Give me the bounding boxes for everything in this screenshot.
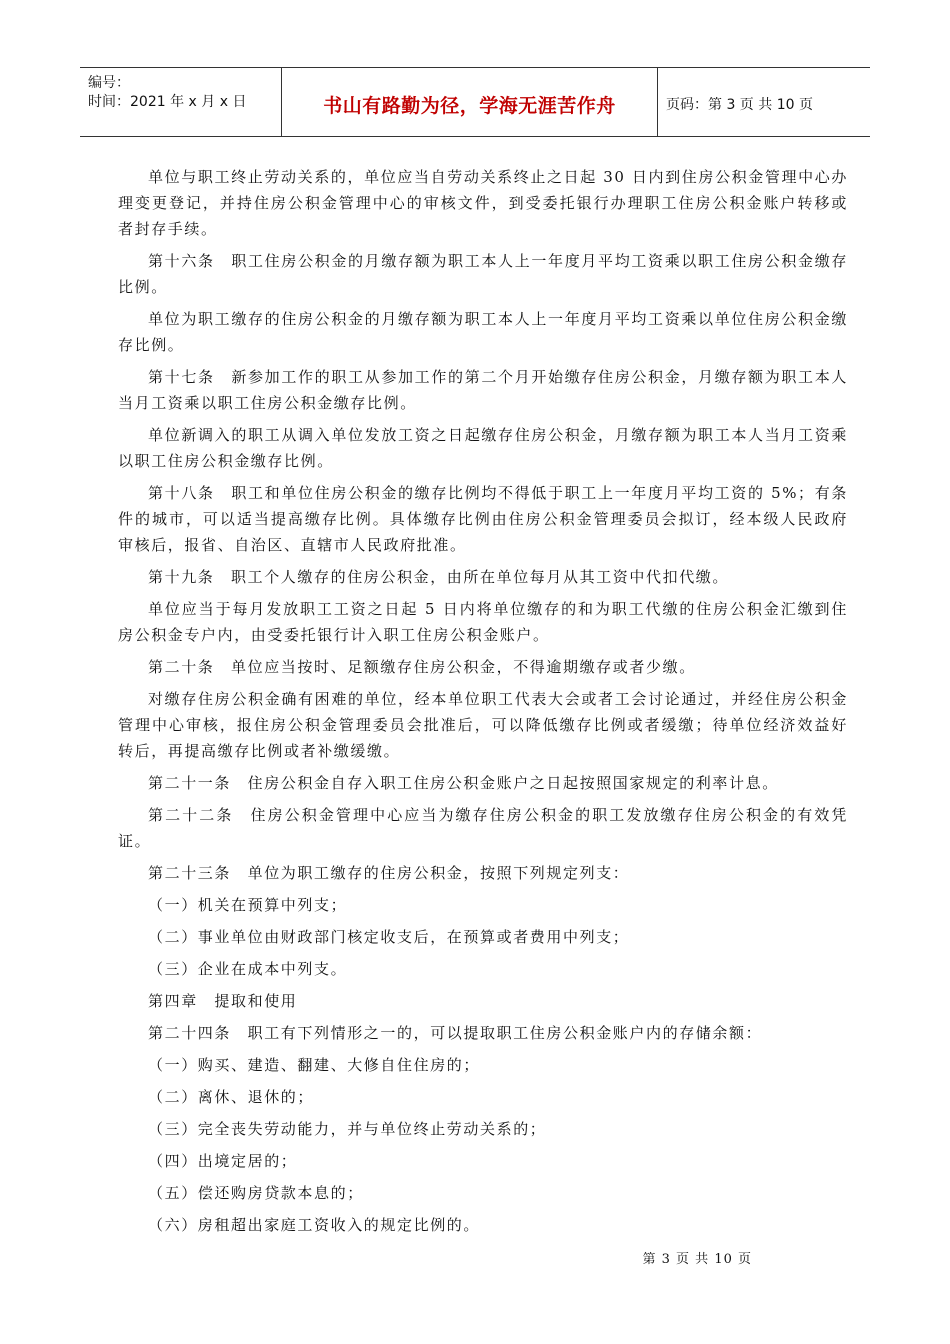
article-23: 第二十三条 单位为职工缴存的住房公积金，按照下列规定列支： (148, 864, 630, 882)
chapter-heading: 第四章 提取和使用 (148, 992, 298, 1010)
article-18: 第十八条 职工和单位住房公积金的缴存比例均不得低于职工上一年度月平均工资的 5%；有条件的城市，可以适当提高缴存比例。具体缴存比例由住房公积金管理委员会拟订，经本级人民政府审核后，报省、自治区、直辖市人民政府批准。 (118, 484, 848, 554)
list-item: （四）出境定居的； (148, 1152, 298, 1170)
list-item: （六）房租超出家庭工资收入的规定比例的。 (148, 1216, 481, 1234)
article-21: 第二十一条 住房公积金自存入职工住房公积金账户之日起按照国家规定的利率计息。 (148, 774, 779, 792)
list-item: （三）完全丧失劳动能力，并与单位终止劳动关系的； (148, 1120, 547, 1138)
document-number-label: 编号： (88, 75, 130, 91)
article-19: 第十九条 职工个人缴存的住房公积金，由所在单位每月从其工资中代扣代缴。 (148, 568, 730, 586)
list-item: （二）事业单位由财政部门核定收支后，在预算或者费用中列支； (148, 928, 630, 946)
page-header (80, 67, 870, 137)
list-item: （一）购买、建造、翻建、大修自住住房的； (148, 1056, 481, 1074)
document-body (118, 164, 848, 1244)
paragraph: 单位应当于每月发放职工工资之日起 5 日内将单位缴存的和为职工代缴的住房公积金汇缴到住房公积金专户内，由受委托银行计入职工住房公积金账户。 (118, 600, 848, 644)
article-16: 第十六条 职工住房公积金的月缴存额为职工本人上一年度月平均工资乘以职工住房公积金缴存比例。 (118, 252, 848, 296)
header-page-number: 页码：第 3 页 共 10 页 (666, 97, 813, 113)
article-17: 第十七条 新参加工作的职工从参加工作的第二个月开始缴存住房公积金，月缴存额为职工本人当月工资乘以职工住房公积金缴存比例。 (118, 368, 848, 412)
list-item: （一）机关在预算中列支； (148, 896, 348, 914)
paragraph: 对缴存住房公积金确有困难的单位，经本单位职工代表大会或者工会讨论通过，并经住房公积金管理中心审核，报住房公积金管理委员会批准后，可以降低缴存比例或者缓缴；待单位经济效益好转后，再提高缴存比例或者补缴缓缴。 (118, 690, 848, 760)
article-20: 第二十条 单位应当按时、足额缴存住房公积金，不得逾期缴存或者少缴。 (148, 658, 696, 676)
paragraph: 单位新调入的职工从调入单位发放工资之日起缴存住房公积金，月缴存额为职工本人当月工资乘以职工住房公积金缴存比例。 (118, 426, 848, 470)
paragraph: 单位为职工缴存的住房公积金的月缴存额为职工本人上一年度月平均工资乘以单位住房公积金缴存比例。 (118, 310, 848, 354)
list-item: （三）企业在成本中列支。 (148, 960, 348, 978)
page-footer: 第 3 页 共 10 页 (642, 1252, 752, 1267)
document-date-label: 时间：2021 年 x 月 x 日 (88, 94, 247, 110)
list-item: （五）偿还购房贷款本息的； (148, 1184, 364, 1202)
paragraph: 单位与职工终止劳动关系的，单位应当自劳动关系终止之日起 30 日内到住房公积金管理中心办理变更登记，并持住房公积金管理中心的审核文件，到受委托银行办理职工住房公积金账户转移或者封存手续。 (118, 168, 848, 238)
header-info-cell (80, 68, 282, 136)
article-24: 第二十四条 职工有下列情形之一的，可以提取职工住房公积金账户内的存储余额： (148, 1024, 763, 1042)
header-motto: 书山有路勤为径，学海无涯苦作舟 (282, 68, 658, 136)
article-22: 第二十二条 住房公积金管理中心应当为缴存住房公积金的职工发放缴存住房公积金的有效凭证。 (118, 806, 848, 850)
list-item: （二）离休、退休的； (148, 1088, 315, 1106)
